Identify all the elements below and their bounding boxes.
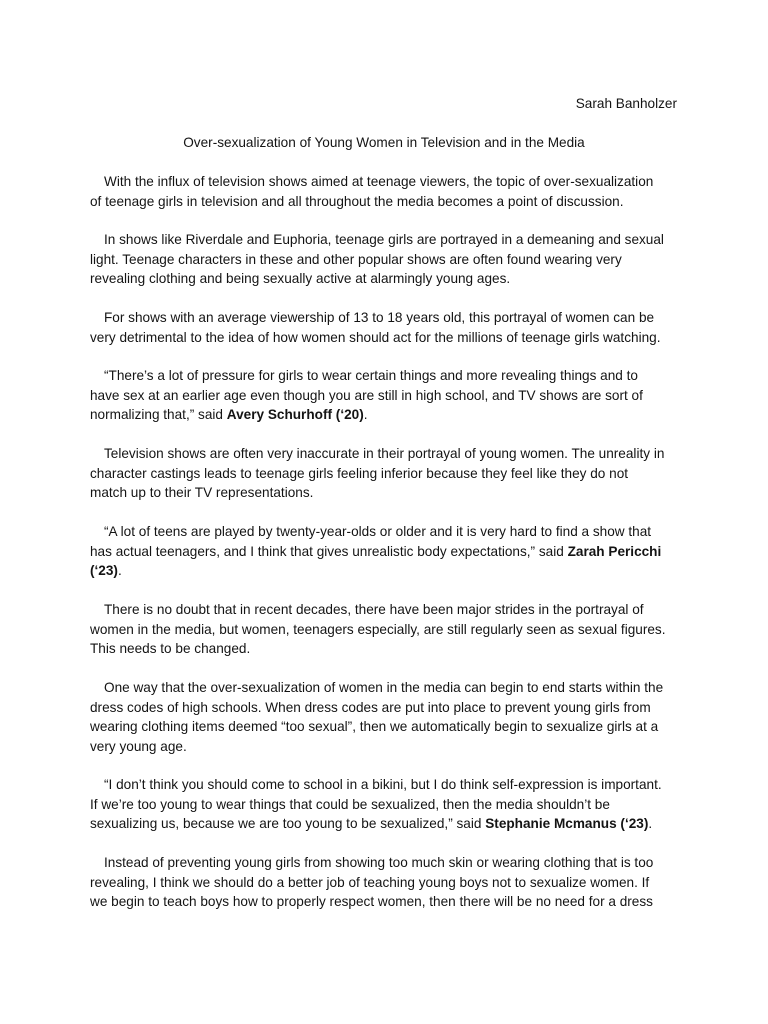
quote-speaker: Avery Schurhoff (‘20) [226, 407, 364, 422]
article-title: Over-sexualization of Young Women in Television and in the Media [183, 135, 585, 150]
paragraph-line: revealing clothing and being sexually active at alarmingly young ages. [90, 271, 511, 286]
paragraph-7 [90, 600, 666, 659]
paragraph-line [90, 405, 643, 425]
paragraph-line: dress codes of high schools. When dress codes are put into place to prevent young girls from [90, 699, 651, 715]
paragraph-line [90, 561, 661, 581]
paragraph-8 [90, 678, 663, 756]
paragraph-line: revealing, I think we should do a better job of teaching young boys not to sexualize women. If [90, 874, 650, 890]
paragraph-line: light. Teenage characters in these and other popular shows are often found wearing very [90, 251, 622, 267]
author-name: Sarah Banholzer [575, 96, 677, 111]
paragraph-line: “There’s a lot of pressure for girls to wear certain things and more revealing things and to [104, 368, 638, 383]
paragraph-line: match up to their TV representations. [90, 485, 314, 500]
paragraph-6-quote [90, 522, 661, 581]
quote-speaker: Stephanie Mcmanus (‘23) [485, 816, 649, 831]
paragraph-9-quote [90, 775, 662, 834]
paragraph-10 [90, 853, 653, 912]
paragraph-line: For shows with an average viewership of 13 to 18 years old, this portrayal of women can be [104, 310, 655, 325]
sentence-end: . [117, 563, 122, 578]
paragraph-line: have sex at an earlier age even though you are still in high school, and TV shows are sort of [90, 387, 643, 403]
paragraph-4-quote [90, 366, 643, 425]
quote-speaker-year: (‘23) [90, 563, 118, 578]
paragraph-line: we begin to teach boys how to properly respect women, then there will be no need for a dress [90, 894, 653, 909]
paragraph-line: This needs to be changed. [90, 641, 251, 656]
quote-text: has actual teenagers, and I think that gives unrealistic body expectations,” said [90, 543, 568, 559]
paragraph-2 [90, 230, 664, 289]
paragraph-line: In shows like Riverdale and Euphoria, teenage girls are portrayed in a demeaning and sexual [104, 232, 664, 247]
paragraph-line: wearing clothing items deemed “too sexual”, then we automatically begin to sexualize girls at a [90, 719, 659, 734]
paragraph-line: Instead of preventing young girls from showing too much skin or wearing clothing that is too [104, 855, 654, 870]
quote-text: normalizing that,” said [90, 407, 227, 422]
paragraph-line: With the influx of television shows aimed at teenage viewers, the topic of over-sexualization [104, 174, 654, 189]
sentence-end: . [648, 816, 653, 831]
paragraph-line: “A lot of teens are played by twenty-year-olds or older and it is very hard to find a show that [104, 524, 652, 539]
paragraph-3 [90, 308, 661, 347]
paragraph-line: of teenage girls in television and all throughout the media becomes a point of discussion. [90, 193, 624, 209]
paragraph-line [90, 542, 661, 562]
paragraph-line: “I don’t think you should come to school in a bikini, but I do think self-expression is important. [104, 777, 662, 792]
sentence-end: . [363, 407, 368, 422]
paragraph-line: character castings leads to teenage girls feeling inferior because they feel like they do not [90, 465, 629, 481]
paragraph-5 [90, 444, 664, 503]
paragraph-line: Television shows are often very inaccurate in their portrayal of young women. The unreality in [104, 446, 665, 461]
paragraph-line: If we’re too young to wear things that could be sexualized, then the media shouldn’t be [90, 796, 610, 812]
paragraph-line: One way that the over-sexualization of women in the media can begin to end starts within the [104, 680, 664, 695]
paragraph-line: women in the media, but women, teenagers especially, are still regularly seen as sexual figures. [90, 621, 666, 637]
quote-speaker: Zarah Pericchi [567, 543, 662, 559]
quote-text: sexualizing us, because we are too young to be sexualized,” said [90, 816, 486, 831]
paragraph-line: very young age. [90, 738, 187, 754]
paragraph-line: very detrimental to the idea of how women should act for the millions of teenage girls watching. [90, 329, 661, 345]
paragraph-1 [90, 172, 653, 211]
paragraph-line: There is no doubt that in recent decades, there have been major strides in the portrayal of [104, 602, 644, 617]
paragraph-line [90, 814, 662, 834]
